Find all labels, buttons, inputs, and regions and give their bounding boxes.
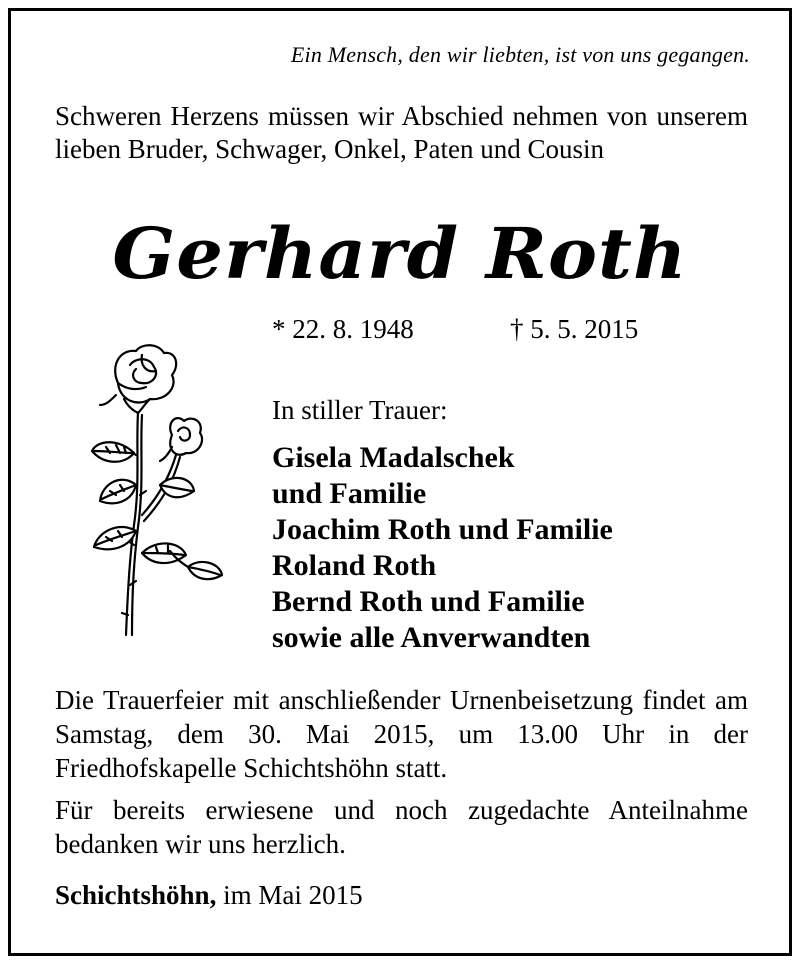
mourner-line: Roland Roth <box>272 549 437 582</box>
life-dates <box>272 314 638 345</box>
mourners-list <box>272 440 613 656</box>
mourner-line: Gisela Madalschek <box>272 441 515 474</box>
mourner-line: Bernd Roth und Familie <box>272 585 585 618</box>
birth-date: * 22. 8. 1948 <box>272 314 414 344</box>
signoff <box>55 880 363 911</box>
mourning-label: In stiller Trauer: <box>272 395 448 425</box>
signoff-date: im Mai 2015 <box>216 880 363 910</box>
ceremony-text: Die Trauerfeier mit anschließender Urnenbeisetzung findet am Samstag, dem 30. Mai 2015, um 13.00 Uhr in der Friedhofskapelle Schichtshöhn statt. <box>55 685 748 783</box>
intro-text: Schweren Herzens müssen wir Abschied nehmen von unserem lieben Bruder, Schwager, Onkel, Paten und Cousin <box>55 101 748 164</box>
rose-icon <box>80 335 230 645</box>
motto: Ein Mensch, den wir liebten, ist von uns gegangen. <box>290 42 750 67</box>
deceased-name: Gerhard Roth <box>112 212 688 295</box>
death-date: † 5. 5. 2015 <box>510 314 639 344</box>
mourner-line: Joachim Roth und Familie <box>272 513 613 546</box>
thanks-text: Für bereits erwiesene und noch zugedachte Anteilnahme bedanken wir uns herzlich. <box>55 795 748 859</box>
signoff-place: Schichtshöhn, <box>55 880 217 910</box>
mourner-line: sowie alle Anverwandten <box>272 621 591 654</box>
ceremony-section <box>55 683 748 861</box>
mourner-line: und Familie <box>272 477 427 510</box>
